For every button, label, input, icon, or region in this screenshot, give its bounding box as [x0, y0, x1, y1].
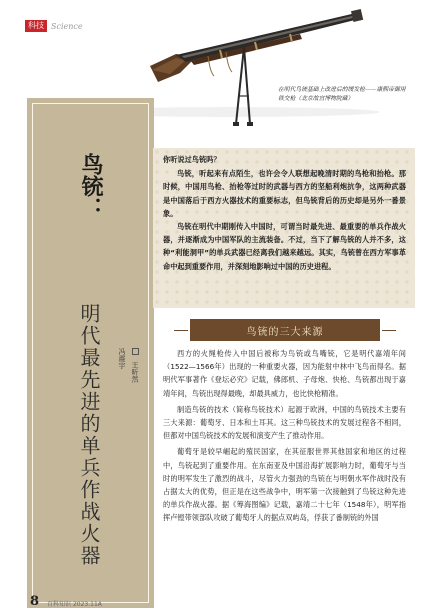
body-paragraph: 葡萄牙是较早崛起的殖民国家，在其征服世界其他国家和地区的过程中，鸟铳起到了重要作用。在东南亚及中国沿海扩展影响力时，葡萄牙与当时的明军发生了激烈的战斗，尽管火力强劲的鸟铳在与明朝水军作战时没有占据太大的优势，但正是在这些战争中，明军第一次接触到了鸟铳这种先进的单兵作战火器。据《筹海图编》记载，嘉靖二十七年（1548年），明军指挥卢镗带领部队攻破了葡萄牙人的据点双屿岛，俘获了番制铳的外国 [163, 447, 406, 523]
author-name: 冯震宇 [118, 348, 126, 369]
intro-paragraph: 鸟铳在明代中期刚传入中国时，可谓当时最先进、最重要的单兵作战火器，并逐渐成为中国军队的主流装备。不过，当下了解鸟铳的人并不多，这种“利能洞甲”的单兵武器已经离我们越来越远。其实，鸟铳曾在西方军事革命中起到重要作用，并深刻地影响过中国的历史进程。 [163, 222, 406, 271]
page-footer [30, 595, 102, 609]
article-subtitle: 明代最先进的单兵作战火器 [77, 303, 101, 567]
section-heading-text: 鸟铳的三大来源 [246, 326, 324, 338]
intro-text [163, 153, 406, 273]
title-panel [27, 98, 154, 608]
author-name: 王昕然 [131, 361, 139, 383]
image-caption: 在明代鸟铳基础上改进后的缓发枪——康熙帝御用铁交枪（北京故宫博物院藏） [278, 87, 406, 102]
body-paragraph: 西方的火绳枪传入中国后被称为鸟铳或鸟嘴铳，它是明代嘉靖年间（1522—1566年）出现的一种重要火器，因为能射中林中飞鸟而得名。据明代军事著作《登坛必究》记载，佛郎机、子母炮、快枪、鸟铳都出现于嘉靖年间，鸟铳出现得最晚，却最具威力，也比快枪精准。 [163, 349, 406, 398]
author-byline [115, 348, 141, 382]
body-paragraph: 制造鸟铳的技术（简称鸟铳技术）起源于欧洲，中国的鸟铳技术主要有三大来源：葡萄牙、日本和土耳其。这三种鸟铳技术的发展过程各不相同，但都对中国鸟铳技术的发展和演变产生了推动作用。 [163, 404, 406, 441]
intro-paragraph: 鸟铳，听起来有点陌生，也许会令人联想起晚清时期的鸟枪和抬枪。那时候，中国用鸟枪、抬枪等过时的武器与西方的坚船利炮抗争，这两种武器是中国落后于西方火器技术的重要标志，但鸟铳背后的历史却是另外一番景象。 [163, 169, 406, 218]
intro-question: 你听说过鸟铳吗？ [163, 155, 221, 164]
section-tag [25, 20, 83, 32]
article-title: 鸟铳： [78, 153, 104, 219]
section-tag-english: Science [51, 21, 83, 31]
section-heading [190, 319, 380, 341]
section-tag-label: 科技 [25, 20, 47, 32]
author-box-icon [132, 348, 139, 355]
article-body [163, 347, 406, 528]
page-number: 8 [30, 594, 40, 609]
issue-label: 百科知识 2023.11A [47, 601, 102, 608]
